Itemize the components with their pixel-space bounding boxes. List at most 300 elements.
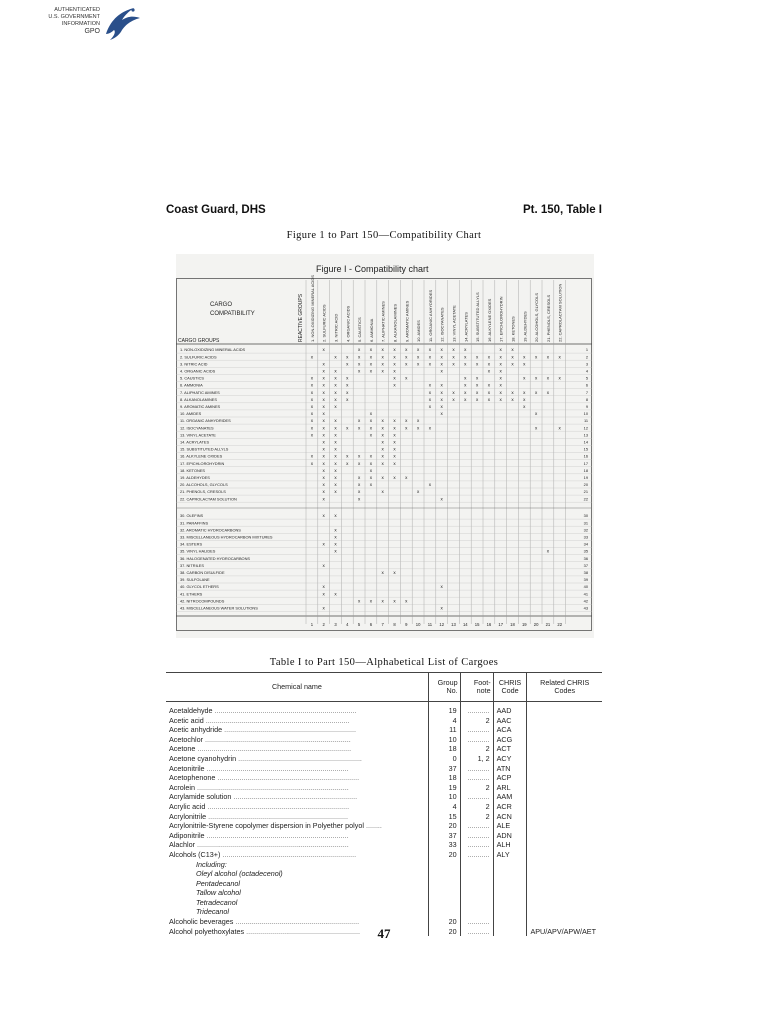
compatibility-mark: x	[499, 389, 502, 395]
chris-code-cell: ACG	[493, 735, 527, 745]
compatibility-mark: x	[405, 347, 408, 353]
compatibility-mark: x	[487, 361, 491, 367]
cargo-group-label: 42. NITROCOMPOUNDS	[180, 598, 225, 604]
row-number: 43	[583, 605, 588, 611]
leader-dots: .........................................................................	[204, 734, 351, 744]
compatibility-mark: x	[393, 368, 396, 374]
compatibility-mark: x	[357, 482, 361, 488]
compatibility-mark: x	[381, 439, 384, 445]
group-no-cell: 33	[428, 840, 460, 850]
compatibility-mark: x	[322, 389, 325, 395]
chris-code-cell: AAC	[493, 716, 527, 726]
cargo-group-label: 33. MISCELLANEOUS HYDROCARBON MIXTURES	[180, 534, 273, 540]
cargo-group-label: 15. SUBSTITUTED ALLYLS	[180, 446, 229, 452]
compatibility-mark: x	[334, 404, 337, 409]
cargo-group-label: 12. ISOCYANATES	[180, 425, 214, 431]
compatibility-mark: x	[464, 389, 467, 395]
compatibility-mark: x	[464, 361, 467, 367]
group-no-cell	[428, 898, 460, 908]
gpo-authentication-logo	[48, 4, 144, 48]
compatibility-mark: x	[310, 389, 314, 395]
leader-dots: ............................................................................	[196, 840, 349, 850]
row-number: 2	[585, 354, 588, 360]
compatibility-mark: x	[334, 527, 337, 533]
compatibility-mark: x	[499, 368, 502, 374]
compatibility-mark: x	[310, 460, 314, 466]
related-chris-cell	[527, 716, 602, 726]
chemical-name-cell: Alachlor ............................................................................	[169, 840, 349, 850]
compatibility-mark: x	[334, 354, 337, 360]
cargo-group-label: 43. MISCELLANEOUS WATER SOLUTIONS	[180, 605, 258, 611]
compatibility-mark: x	[322, 425, 325, 431]
group-no-cell: 15	[428, 812, 460, 822]
cargo-group-label: 14. ACRYLATES	[180, 439, 210, 445]
cargo-table-header-row	[166, 673, 602, 702]
cargo-group-label: 16. ALKYLENE OXIDES	[180, 453, 223, 459]
column-header: 20. ALCOHOLS, GLYCOLS	[534, 292, 540, 342]
compatibility-mark: x	[475, 389, 479, 395]
compatibility-mark: x	[322, 584, 325, 590]
row-number: 3	[585, 361, 588, 367]
chris-code-cell: ACR	[493, 802, 527, 812]
compatibility-mark: x	[369, 368, 373, 374]
compatibility-mark: x	[369, 354, 373, 360]
footnote-cell	[460, 831, 493, 841]
chemical-name-cell: Acetophenone .......................................................................	[169, 773, 360, 783]
chemical-name-cell: Acetonitrile .......................................................................	[169, 763, 349, 773]
compatibility-mark: x	[310, 411, 314, 417]
header-group-no	[428, 673, 460, 702]
group-no-cell	[428, 869, 460, 879]
cargo-group-label: 37. NITRILES	[180, 562, 205, 568]
table-row	[166, 716, 602, 726]
table-row	[166, 812, 602, 822]
bottom-column-number: 8	[393, 622, 396, 627]
leader-dots: .......................................................................	[207, 801, 350, 811]
compatibility-mark: x	[322, 361, 325, 367]
related-chris-cell	[527, 802, 602, 812]
compatibility-mark: x	[334, 534, 337, 540]
column-header: 7. ALIPHATIC AMINES	[380, 301, 386, 342]
chris-code-cell	[493, 879, 527, 889]
compatibility-mark: x	[534, 389, 538, 395]
header-group-line: Group	[437, 678, 458, 687]
compatibility-mark: x	[428, 482, 432, 488]
group-no-cell: 20	[428, 821, 460, 831]
table-row	[166, 725, 602, 735]
compatibility-chart-figure	[176, 254, 594, 638]
compatibility-mark: x	[334, 396, 337, 402]
compatibility-mark: x	[334, 446, 337, 452]
leader-dots: ...........	[467, 773, 490, 783]
compatibility-mark: x	[357, 368, 361, 374]
header-footnote-line: Foot-	[473, 678, 491, 687]
compatibility-mark: x	[322, 396, 325, 402]
cargo-group-label: 38. CARBON DISULFIDE	[180, 570, 225, 575]
compatibility-mark: x	[334, 475, 337, 480]
compatibility-mark: x	[334, 467, 337, 473]
leader-dots: ...........	[467, 849, 490, 859]
compatibility-mark: x	[369, 418, 373, 424]
leader-dots: .........................................................	[246, 926, 360, 936]
chris-code-cell: ACP	[493, 773, 527, 783]
compatibility-mark: x	[369, 361, 373, 367]
related-chris-cell	[527, 869, 602, 879]
related-chris-cell	[527, 850, 602, 860]
compatibility-mark: x	[310, 382, 314, 388]
compatibility-mark: x	[334, 418, 337, 424]
compatibility-mark: x	[523, 404, 526, 409]
cargo-group-label: 9. AROMATIC AMINES	[180, 404, 221, 409]
compatibility-mark: x	[464, 354, 467, 360]
compatibility-mark: x	[546, 389, 550, 395]
footnote-cell: 2	[460, 802, 493, 812]
chris-code-cell	[493, 898, 527, 908]
compatibility-mark: x	[558, 375, 561, 381]
compatibility-mark: x	[322, 411, 325, 417]
related-chris-cell	[527, 888, 602, 898]
chris-code-cell: ADN	[493, 831, 527, 841]
compatibility-mark: x	[440, 368, 443, 374]
compatibility-mark: x	[393, 439, 396, 445]
running-header-left: Coast Guard, DHS	[166, 204, 266, 216]
compatibility-mark: x	[334, 460, 337, 466]
compatibility-mark: x	[534, 375, 538, 381]
compatibility-mark: x	[393, 460, 396, 466]
cargo-group-label: 32. AROMATIC HYDROCARBONS	[180, 527, 241, 533]
compatibility-mark: x	[369, 598, 373, 604]
compatibility-mark: x	[346, 361, 349, 367]
leader-dots: .......................................................................	[206, 763, 349, 773]
leader-dots: ...........	[467, 725, 490, 735]
compatibility-mark: x	[393, 361, 396, 367]
row-number: 35	[583, 548, 588, 554]
row-number: 30	[583, 513, 588, 519]
cargo-group-label: 18. KETONES	[180, 467, 206, 473]
bottom-column-number: 11	[427, 622, 433, 627]
column-header: 9. AROMATIC AMINES	[404, 300, 410, 342]
compatibility-mark: x	[405, 418, 408, 424]
compatibility-mark: x	[334, 591, 337, 597]
footnote-cell	[460, 898, 493, 908]
compatibility-mark: x	[546, 548, 550, 554]
cargo-group-label: 30. OLEFINS	[180, 513, 204, 519]
header-footnote	[460, 673, 493, 702]
compatibility-mark: x	[334, 425, 337, 431]
bottom-column-number: 21	[545, 622, 551, 627]
column-header: 3. NITRIC ACID	[333, 313, 339, 342]
compatibility-mark: x	[357, 496, 361, 502]
compatibility-mark: x	[428, 389, 432, 395]
row-number: 40	[583, 584, 588, 590]
compatibility-mark: x	[452, 396, 455, 402]
compatibility-mark: x	[405, 425, 408, 431]
eagle-icon	[100, 4, 144, 48]
column-header: 22. CAPROLACTAM SOLUTION	[557, 283, 563, 342]
compatibility-mark: x	[499, 347, 502, 353]
row-number: 21	[583, 489, 588, 495]
group-no-cell: 18	[428, 744, 460, 754]
related-chris-cell	[527, 821, 602, 831]
gpo-line: GPO	[84, 28, 100, 35]
compatibility-mark: x	[534, 354, 538, 360]
row-number: 14	[583, 439, 588, 445]
compatibility-mark: x	[534, 425, 538, 431]
footnote-cell	[460, 792, 493, 802]
bottom-column-number: 9	[405, 622, 408, 627]
chemical-name-cell: Tetradecanol	[196, 897, 238, 907]
compatibility-mark: x	[440, 382, 443, 388]
table-row	[166, 860, 602, 870]
row-number: 31	[583, 520, 588, 526]
group-no-cell: 20	[428, 927, 460, 937]
compatibility-mark: x	[334, 453, 337, 459]
compatibility-mark: x	[381, 598, 384, 604]
group-no-cell	[428, 879, 460, 889]
column-header: 17. EPICHLOROHYDRIN	[498, 296, 504, 342]
compatibility-mark: x	[511, 389, 514, 395]
cargo-group-label: 7. ALIPHATIC AMINES	[180, 389, 220, 395]
compatibility-mark: x	[369, 460, 373, 466]
column-header: 15. SUBSTITUTED ALLYLS	[475, 292, 481, 342]
footnote-cell	[460, 869, 493, 879]
group-no-cell	[428, 860, 460, 870]
bottom-column-number: 20	[533, 622, 539, 627]
footnote-cell	[460, 879, 493, 889]
compatibility-mark: x	[475, 361, 479, 367]
compatibility-mark: x	[428, 354, 432, 360]
column-header: 12. ISOCYANATES	[439, 307, 445, 342]
leader-dots: .......................................................................	[206, 830, 349, 840]
bottom-column-number: 14	[462, 622, 468, 627]
compatibility-mark: x	[310, 425, 314, 431]
related-chris-cell	[527, 735, 602, 745]
compatibility-mark: x	[511, 396, 514, 402]
compatibility-mark: x	[381, 489, 384, 495]
row-number: 17	[583, 460, 588, 466]
figure-caption: Figure 1 to Part 150—Compatibility Chart	[286, 230, 482, 241]
row-number: 15	[583, 446, 588, 452]
compatibility-mark: x	[334, 375, 337, 381]
leader-dots: ......................................................................	[208, 811, 348, 821]
chemical-name-cell: Oleyl alcohol (octadecenol)	[196, 869, 283, 879]
compatibility-mark: x	[334, 368, 337, 374]
leader-dots: ...........	[467, 917, 490, 927]
column-header: 11. ORGANIC ANHYDRIDES	[427, 289, 433, 342]
leader-dots: ..............................................................	[235, 917, 360, 927]
header-chris-code	[493, 673, 527, 702]
table-row	[166, 879, 602, 889]
compatibility-mark: x	[416, 347, 420, 353]
compatibility-mark: x	[381, 570, 384, 575]
compatibility-mark: x	[558, 425, 561, 431]
header-chris-line: Code	[501, 686, 519, 695]
page-number: 47	[377, 926, 391, 941]
related-chris-cell	[527, 898, 602, 908]
compatibility-mark: x	[440, 496, 443, 502]
compatibility-mark: x	[428, 382, 432, 388]
compatibility-mark: x	[381, 361, 384, 367]
table-row	[166, 821, 602, 831]
compatibility-mark: x	[452, 354, 455, 360]
cargo-group-label: 1. NON-OXIDIZING MINERAL ACIDS	[180, 347, 246, 353]
compatibility-mark: x	[369, 347, 373, 353]
row-number: 20	[583, 482, 588, 488]
column-header: 19. ALDEHYDES	[522, 311, 528, 342]
compatibility-mark: x	[487, 368, 491, 374]
chris-code-cell	[493, 869, 527, 879]
row-number: 42	[583, 598, 588, 604]
compatibility-mark: x	[499, 396, 502, 402]
header-footnote-line: note	[476, 686, 491, 695]
column-header: 13. VINYL ACETATE	[451, 305, 457, 342]
compatibility-mark: x	[440, 404, 443, 409]
column-header: 21. PHENOLS, CRESOLS	[545, 294, 551, 342]
compatibility-mark: x	[322, 446, 325, 452]
compatibility-mark: x	[393, 425, 396, 431]
compatibility-mark: x	[322, 418, 325, 424]
compatibility-mark: x	[381, 460, 384, 466]
compatibility-mark: x	[369, 467, 373, 473]
footnote-cell: 2	[460, 744, 493, 754]
bottom-column-number: 5	[357, 622, 361, 627]
chris-code-cell: ACN	[493, 812, 527, 822]
compatibility-mark: x	[405, 354, 408, 360]
compatibility-mark: x	[322, 432, 325, 438]
compatibility-mark: x	[346, 453, 349, 459]
bottom-column-number: 19	[521, 622, 527, 627]
compatibility-mark: x	[369, 482, 373, 488]
compatibility-mark: x	[322, 482, 325, 488]
chemical-name-cell: Acetaldehyde .......................................................................	[169, 706, 357, 715]
compatibility-mark: x	[499, 375, 502, 381]
compatibility-mark: x	[393, 382, 396, 388]
compatibility-mark: x	[452, 361, 455, 367]
footnote-cell	[460, 860, 493, 870]
cargo-group-label: 8. ALKANOLAMINES	[180, 396, 217, 402]
cargo-group-label: 5. CAUSTICS	[180, 375, 204, 381]
footnote-cell	[460, 702, 493, 716]
group-no-cell: 4	[428, 802, 460, 812]
compatibility-mark: x	[393, 570, 396, 575]
compatibility-mark: x	[334, 439, 337, 445]
chemical-name-cell: Pentadecanol	[196, 878, 240, 888]
compatibility-mark: x	[334, 548, 337, 554]
leader-dots: ...........	[467, 734, 490, 744]
cargo-group-label: 22. CAPROLACTAM SOLUTION	[180, 496, 237, 502]
compatibility-mark: x	[487, 382, 491, 388]
compatibility-mark: x	[322, 475, 325, 480]
compatibility-mark: x	[475, 354, 479, 360]
compatibility-mark: x	[357, 347, 361, 353]
header-related-line: Codes	[554, 686, 576, 695]
compatibility-mark: x	[440, 361, 443, 367]
group-no-cell: 20	[428, 850, 460, 860]
compatibility-mark: x	[334, 389, 337, 395]
compatibility-mark: x	[499, 361, 502, 367]
related-chris-cell	[527, 783, 602, 793]
chemical-name-cell: Acetone cyanohydrin ..............................................................	[169, 753, 362, 763]
group-no-cell: 4	[428, 716, 460, 726]
header-group-line: No.	[446, 686, 458, 695]
group-no-cell	[428, 888, 460, 898]
bottom-column-number: 17	[498, 622, 504, 627]
compatibility-mark: x	[322, 375, 325, 381]
footnote-cell: 1, 2	[460, 754, 493, 764]
compatibility-mark: x	[405, 375, 408, 381]
bottom-column-number: 13	[451, 622, 456, 627]
row-number: 7	[585, 389, 588, 395]
cargo-group-label: 21. PHENOLS, CRESOLS	[180, 489, 226, 495]
column-header: 18. KETONES	[510, 316, 516, 342]
compatibility-mark: x	[322, 368, 325, 374]
header-chemical-name: Chemical name	[166, 673, 428, 702]
group-no-cell: 10	[428, 735, 460, 745]
row-number: 32	[583, 527, 588, 533]
compatibility-mark: x	[369, 453, 373, 459]
row-number: 36	[583, 555, 588, 561]
compatibility-mark: x	[546, 354, 550, 360]
footnote-cell	[460, 725, 493, 735]
header-related-chris	[527, 673, 602, 702]
related-chris-cell	[527, 860, 602, 870]
compatibility-mark: x	[357, 425, 361, 431]
compatibility-mark: x	[440, 605, 443, 611]
compatibility-mark: x	[346, 389, 349, 395]
compatibility-mark: x	[310, 396, 314, 402]
row-number: 5	[585, 375, 588, 381]
header-chris-line: CHRIS	[498, 678, 522, 687]
chemical-name-cell: Acetone .............................................................................	[169, 744, 352, 754]
chris-code-cell: ALY	[493, 850, 527, 860]
row-number: 12	[583, 425, 588, 431]
cargo-group-label: 40. GLYCOL ETHERS	[180, 584, 219, 590]
compatibility-mark: x	[523, 361, 526, 367]
compatibility-mark: x	[346, 382, 349, 388]
related-chris-cell	[527, 773, 602, 783]
leader-dots: ..............................................................	[233, 792, 358, 802]
chris-code-cell	[493, 888, 527, 898]
row-number: 38	[583, 570, 588, 575]
compatibility-mark: x	[381, 347, 384, 353]
group-no-cell: 37	[428, 831, 460, 841]
reactive-groups-label: REACTIVE GROUPS	[298, 293, 304, 342]
compatibility-mark: x	[381, 453, 384, 459]
table-caption: Table I to Part 150—Alphabetical List of Cargoes	[269, 657, 499, 668]
compatibility-mark: x	[357, 460, 361, 466]
row-number: 41	[583, 591, 588, 597]
compatibility-mark: x	[346, 375, 349, 381]
row-number: 33	[583, 534, 588, 540]
chemical-name-cell: Tallow alcohol	[196, 888, 241, 898]
row-number: 4	[585, 368, 588, 374]
chemical-name-cell: Acrylic acid .......................................................................	[169, 801, 350, 811]
compatibility-mark: x	[369, 475, 373, 480]
bottom-column-number: 7	[381, 622, 384, 627]
compatibility-mark: x	[452, 389, 455, 395]
cargo-group-label: 4. ORGANIC ACIDS	[180, 368, 216, 374]
compatibility-mark: x	[487, 389, 491, 395]
table-row	[166, 802, 602, 812]
compatibility-mark: x	[334, 382, 337, 388]
compatibility-mark: x	[416, 418, 420, 424]
leader-dots: ...........	[467, 926, 490, 936]
chris-code-cell: ACY	[493, 754, 527, 764]
related-chris-cell	[527, 812, 602, 822]
compatibility-mark: x	[334, 513, 337, 519]
compatibility-mark: x	[523, 389, 526, 395]
gpo-line: U.S. GOVERNMENT	[48, 14, 100, 20]
